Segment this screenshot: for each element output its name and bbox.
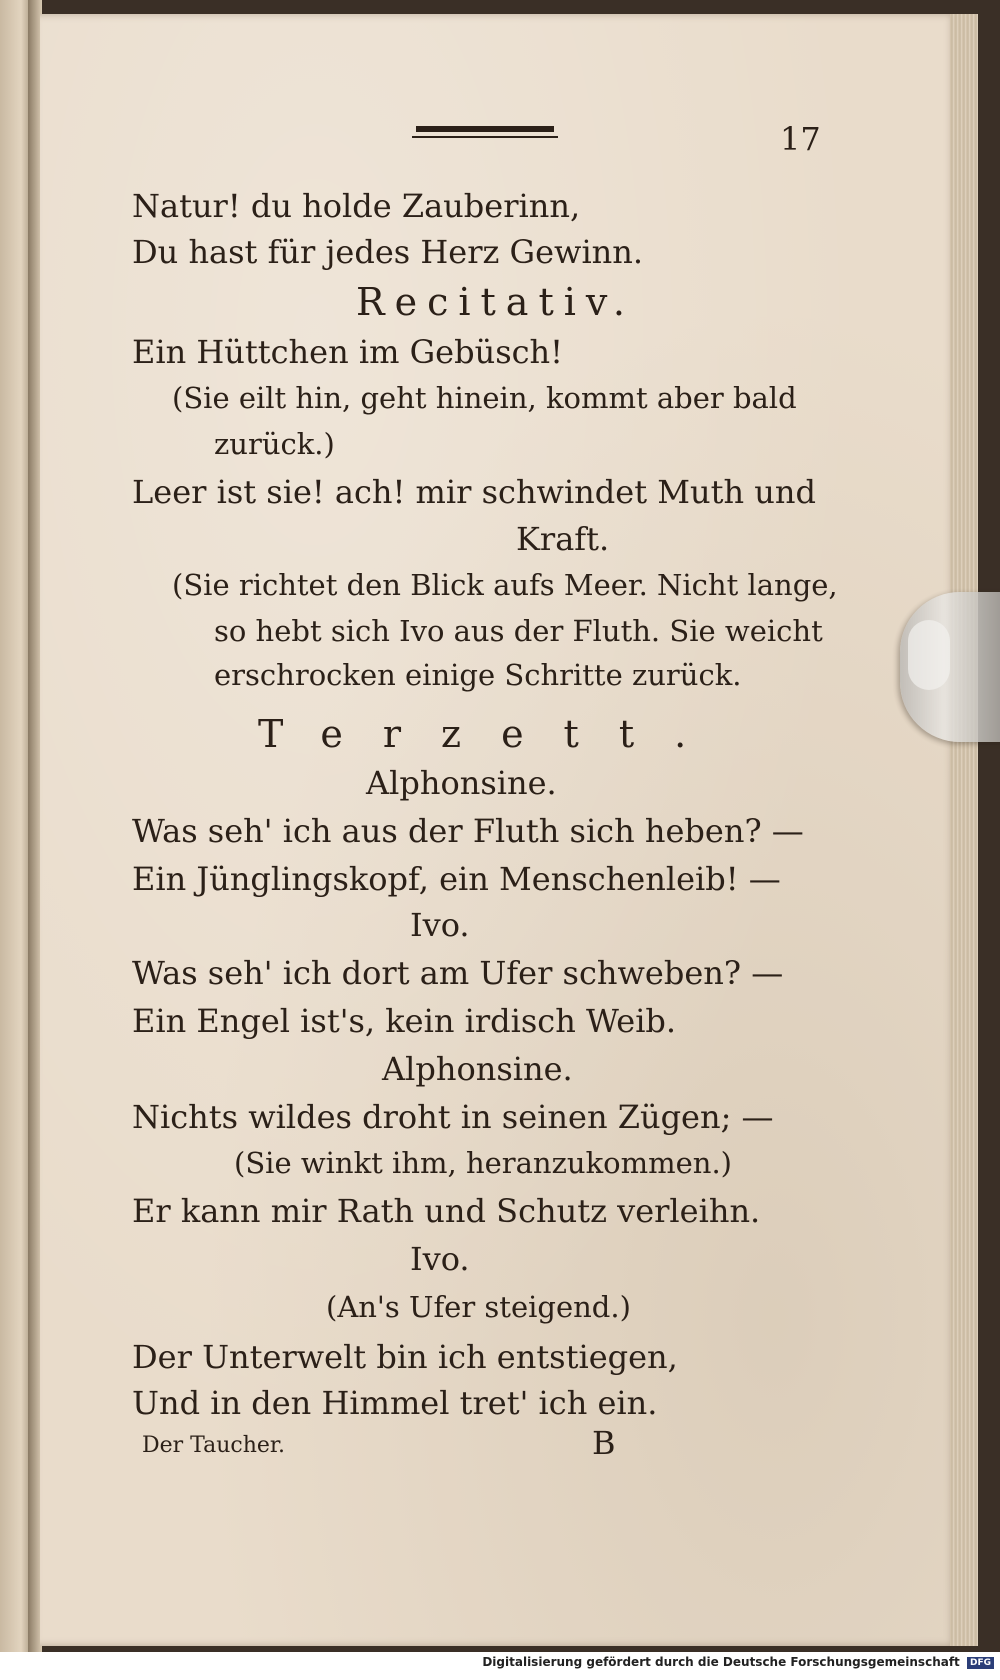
text-line: Natur! du holde Zauberinn, — [132, 187, 581, 225]
previous-page-edge — [0, 0, 30, 1652]
text-line: Ein Jünglingskopf, ein Menschenleib! — — [132, 860, 781, 898]
text-line: Ein Hüttchen im Gebüsch! — [132, 333, 564, 371]
text-line: Leer ist sie! ach! mir schwindet Muth und — [132, 473, 816, 511]
page-stack-edge — [950, 14, 978, 1646]
text-line: Was seh' ich dort am Ufer schweben? — — [132, 954, 784, 992]
page-number: 17 — [780, 120, 821, 158]
text-line: Nichts wildes droht in seinen Zügen; — — [132, 1098, 774, 1136]
section-heading: Terzett. — [258, 712, 727, 756]
dfg-logo-icon: DFG — [967, 1657, 994, 1669]
speaker-name: Alphonsine. — [382, 1050, 573, 1088]
stage-direction: (Sie richtet den Blick aufs Meer. Nicht lange, — [172, 568, 838, 602]
text-line: Du hast für jedes Herz Gewinn. — [132, 233, 644, 271]
stage-direction: so hebt sich Ivo aus der Fluth. Sie weicht — [214, 614, 823, 648]
section-heading: Recitativ. — [356, 280, 635, 324]
stage-direction: (Sie winkt ihm, heranzukommen.) — [234, 1146, 732, 1180]
digitization-credit — [482, 1655, 994, 1669]
stage-direction: erschrocken einige Schritte zurück. — [214, 658, 742, 692]
speaker-name: Alphonsine. — [366, 764, 557, 802]
text-line: Er kann mir Rath und Schutz verleihn. — [132, 1192, 761, 1230]
text-line: Der Unterwelt bin ich entstiegen, — [132, 1338, 678, 1376]
text-line: Ein Engel ist's, kein irdisch Weib. — [132, 1002, 677, 1040]
credit-text: Digitalisierung gefördert durch die Deutsche Forschungsgemeinschaft — [482, 1655, 960, 1669]
text-line: Und in den Himmel tret' ich ein. — [132, 1384, 658, 1422]
speaker-name: Ivo. — [410, 1240, 470, 1278]
stage-direction: (Sie eilt hin, geht hinein, kommt aber bald — [172, 381, 797, 415]
text-line: Kraft. — [516, 520, 610, 558]
signature-mark: B — [592, 1424, 616, 1462]
stage-direction: zurück.) — [214, 427, 335, 461]
page-clip-highlight — [908, 620, 950, 690]
stage-direction: (An's Ufer steigend.) — [326, 1290, 631, 1324]
speaker-name: Ivo. — [410, 906, 470, 944]
header-rule — [412, 126, 558, 138]
signature-line: Der Taucher. — [142, 1433, 286, 1458]
text-line: Was seh' ich aus der Fluth sich heben? — — [132, 812, 804, 850]
